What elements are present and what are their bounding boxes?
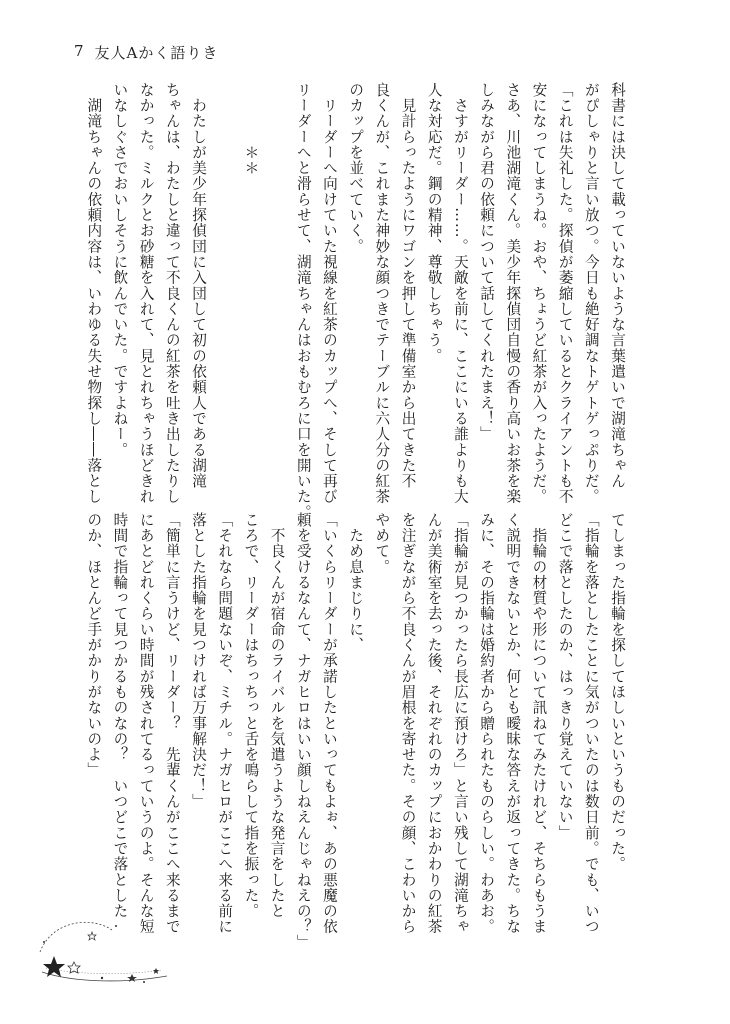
- text-column: 時間で指輪って見つかるものなの？ いつどこで落とした: [111, 512, 129, 919]
- text-column: どこで落としたのか、はっきり覚えていない」: [556, 512, 574, 841]
- text-column: 人な対応だ。鋼の精神、尊敬しちゃう。: [425, 82, 443, 364]
- text-column: 良くんが、これまた神妙な顔つきでテーブルに六人分の紅茶: [373, 82, 391, 505]
- page-number: 7: [74, 42, 85, 60]
- text-column: 落とした指輪を見つければ万事解決だ！」: [190, 512, 207, 810]
- text-column: 湖滝ちゃんの依頼内容は、いわゆる失せ物探し――落とし: [85, 82, 103, 505]
- text-column: のか、ほとんど手がかりがないのよ」: [85, 512, 103, 779]
- text-column: 「指輪を落としたことに気がついたのは数日前。でも、いつ: [582, 512, 600, 935]
- text-column: 見計らったようにワゴンを押して準備室から出てきた不: [399, 82, 417, 489]
- text-column: のカップを並べていく。: [347, 82, 365, 255]
- text-column: [205, 82, 231, 494]
- text-column: 「簡単に言うけど、リーダー？ 先輩くんがここへ来るまで: [163, 512, 181, 935]
- text-block-top: [74, 82, 626, 521]
- text-column: ちゃんは、わたしと違って不良くんの紅茶を吐き出したりし: [163, 82, 181, 505]
- text-column: みに、その指輪は婚約者から贈られたものらしい。わあお。: [478, 512, 496, 935]
- running-header: [74, 42, 218, 63]
- text-column: てしまった指輪を探してほしいというものだった。: [609, 512, 626, 872]
- chapter-title: 友人Aかく語りき: [94, 44, 219, 62]
- text-column: 「これは失礼した。探偵が萎縮しているとクライアントも不: [556, 82, 574, 505]
- text-column: 頼を受けるなんて、ナガヒロはいい顔しねえんじゃねえの？」: [294, 512, 312, 951]
- text-column: 「指輪が見つかったら長広に預けろ」と言い残して湖滝ちゃ: [451, 512, 469, 935]
- text-column: しみながら君の依頼について話してくれたまえ！」: [478, 82, 496, 442]
- text-column: やめて。: [373, 512, 391, 575]
- text-column: なかった。ミルクとお砂糖を入れて、見とれちゃうほどきれ: [137, 82, 155, 505]
- text-column: いなしぐさでおいしそうに飲んでいた。ですよねー。: [111, 82, 129, 458]
- text-column: 「それなら問題ないぞ、ミチル。ナガヒロがここへ来る前に: [216, 512, 234, 935]
- star-sparkle-ornament-icon: [32, 912, 172, 992]
- text-column: 科書には決して載っていないような言葉遣いで湖滝ちゃん: [609, 82, 626, 489]
- text-column: ため息まじりに、: [347, 512, 365, 653]
- text-column: 「いくらリーダーが承諾したといってもよぉ、あの悪魔の依: [320, 512, 338, 935]
- text-column: ＊＊: [242, 82, 260, 176]
- text-column: 安になってしまうね。おや、ちょうど紅茶が入ったようだ。: [530, 82, 548, 505]
- text-column: さすがリーダー……。天敵を前に、ここにいる誰よりも大: [451, 82, 469, 505]
- text-column: を注ぎながら不良くんが眉根を寄せた。その顔、こわいから: [399, 512, 417, 935]
- text-column: リーダーへ向けていた視線を紅茶のカップへ、そして再び: [320, 82, 338, 505]
- text-column: 不良くんが宿命のライバルを気遣うような発言をしたと: [268, 512, 286, 919]
- text-column: わたしが美少年探偵団に入団して初の依頼人である湖滝: [190, 82, 207, 489]
- text-block-bottom: [74, 512, 626, 951]
- text-column: にあとどれくらい時間が残されてるっていうのよ。そんな短: [137, 512, 155, 935]
- text-column: [257, 82, 283, 494]
- text-column: ころで、リーダーはちっちっと舌を鳴らして指を振った。: [242, 512, 260, 919]
- text-column: んが美術室を去った後、それぞれのカップにおかわりの紅茶: [425, 512, 443, 935]
- text-column: 指輪の材質や形について訊ねてみたけれど、そちらもうま: [530, 512, 548, 935]
- text-column: さあ、川池湖滝くん。美少年探偵団自慢の香り高いお茶を楽: [504, 82, 522, 505]
- text-column: く説明できないとか、何とも曖昧な答えが返ってきた。ちな: [504, 512, 522, 935]
- text-column: がぴしゃりと言い放つ。今日も絶好調なトゲトゲっぷりだ。: [582, 82, 600, 505]
- text-column: リーダーへと滑らせて、湖滝ちゃんはおもむろに口を開いた。: [294, 82, 312, 521]
